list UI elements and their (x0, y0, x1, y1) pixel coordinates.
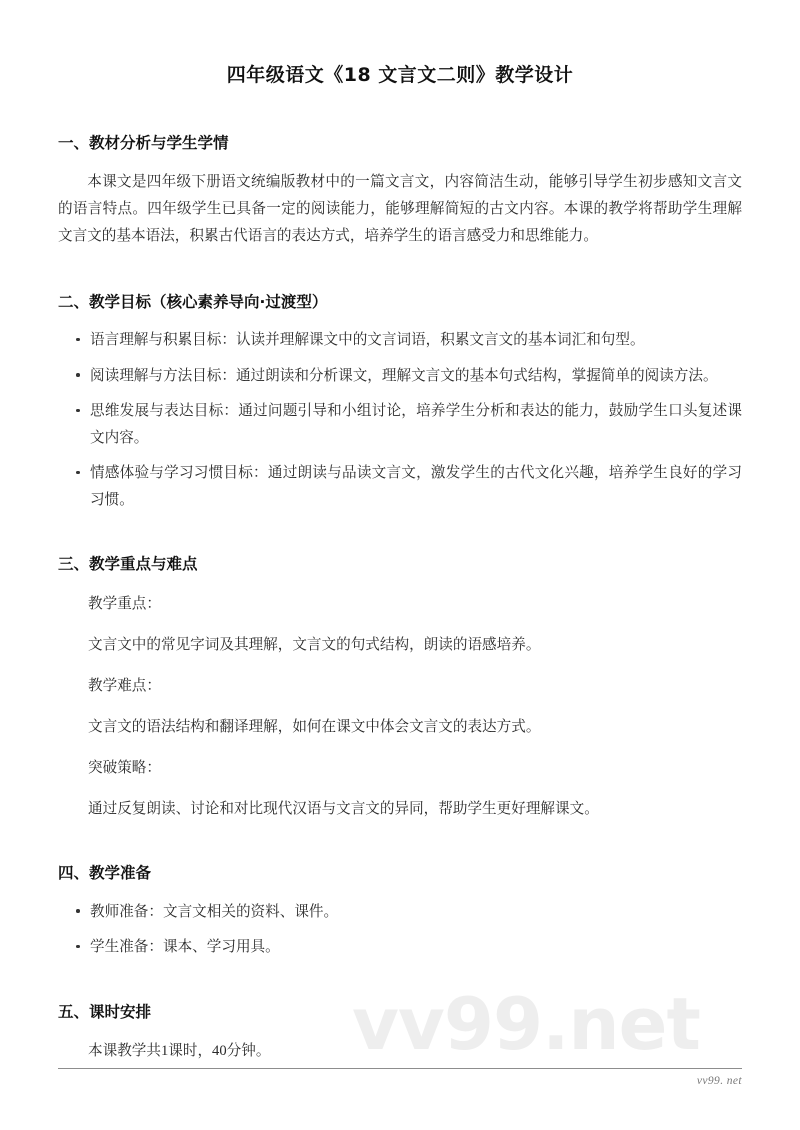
bullet-dot-icon (76, 945, 80, 949)
list-item (76, 327, 742, 354)
bullet-dot-icon (76, 338, 80, 342)
list-item (76, 398, 742, 451)
list-item (76, 899, 742, 926)
list-item (76, 363, 742, 390)
section-teaching-objectives (58, 291, 742, 514)
key-points-text-strategy: 通过反复朗读、讨论和对比现代汉语与文言文的异同，帮助学生更好理解课文。 (88, 800, 599, 817)
key-points-body (58, 591, 742, 823)
schedule-body (58, 1038, 742, 1065)
section-class-schedule (58, 1001, 742, 1065)
objectives-list (58, 327, 742, 513)
page-footer (58, 1068, 742, 1087)
list-item-text: 思维发展与表达目标：通过问题引导和小组讨论，培养学生分析和表达的能力，鼓励学生口头复述课文内容。 (90, 403, 742, 446)
section-heading-objectives: 二、教学目标（核心素养导向·过渡型） (58, 292, 328, 311)
bullet-dot-icon (76, 909, 80, 913)
list-item-text: 语言理解与积累目标：认读并理解课文中的文言词语，积累文言文的基本词汇和句型。 (90, 332, 645, 349)
bullet-dot-icon (76, 373, 80, 377)
section-heading-preparation: 四、教学准备 (58, 864, 152, 883)
section-teaching-material-analysis (58, 132, 742, 250)
section-teaching-preparation (58, 862, 742, 960)
footer-site-label: vv99. net (696, 1075, 742, 1087)
bullet-dot-icon (76, 471, 80, 475)
list-item-text: 阅读理解与方法目标：通过朗读和分析课文，理解文言文的基本句式结构，掌握简单的阅读方法。 (90, 367, 718, 384)
preparation-list (58, 899, 742, 961)
section-heading-key-points: 三、教学重点与难点 (58, 555, 198, 574)
key-points-label-focus: 教学重点： (88, 595, 161, 612)
key-points-text-difficulty: 文言文的语法结构和翻译理解，如何在课文中体会文言文的表达方式。 (88, 718, 541, 735)
bullet-dot-icon (76, 409, 80, 413)
list-item-text: 学生准备：课本、学习用具。 (90, 939, 280, 956)
list-item (76, 934, 742, 961)
list-item-text: 情感体验与学习习惯目标：通过朗读与品读文言文，激发学生的古代文化兴趣，培养学生良好的学习习惯。 (90, 465, 742, 508)
section-heading-schedule: 五、课时安排 (58, 1002, 152, 1021)
page-title: 四年级语文《18 文言文二则》教学设计 (226, 64, 574, 86)
key-points-label-difficulty: 教学难点： (88, 677, 161, 694)
section-key-and-difficult-points (58, 553, 742, 822)
list-item (76, 460, 742, 513)
section-heading-analysis: 一、教材分析与学生学情 (58, 133, 229, 152)
page-watermark: vv99.net (352, 982, 700, 1066)
key-points-text-focus: 文言文中的常见字词及其理解，文言文的句式结构，朗读的语感培养。 (88, 636, 541, 653)
key-points-label-strategy: 突破策略： (88, 759, 161, 776)
schedule-text: 本课教学共1课时，40分钟。 (88, 1043, 271, 1060)
analysis-paragraph: 本课文是四年级下册语文统编版教材中的一篇文言文，内容简洁生动，能够引导学生初步感知文言文的语言特点。四年级学生已具备一定的阅读能力，能够理解简短的古文内容。本课的教学将帮助学生理解文言文的基本语法，积累古代语言的表达方式，培养学生的语言感受力和思维能力。 (58, 173, 742, 244)
list-item-text: 教师准备：文言文相关的资料、课件。 (90, 903, 339, 920)
